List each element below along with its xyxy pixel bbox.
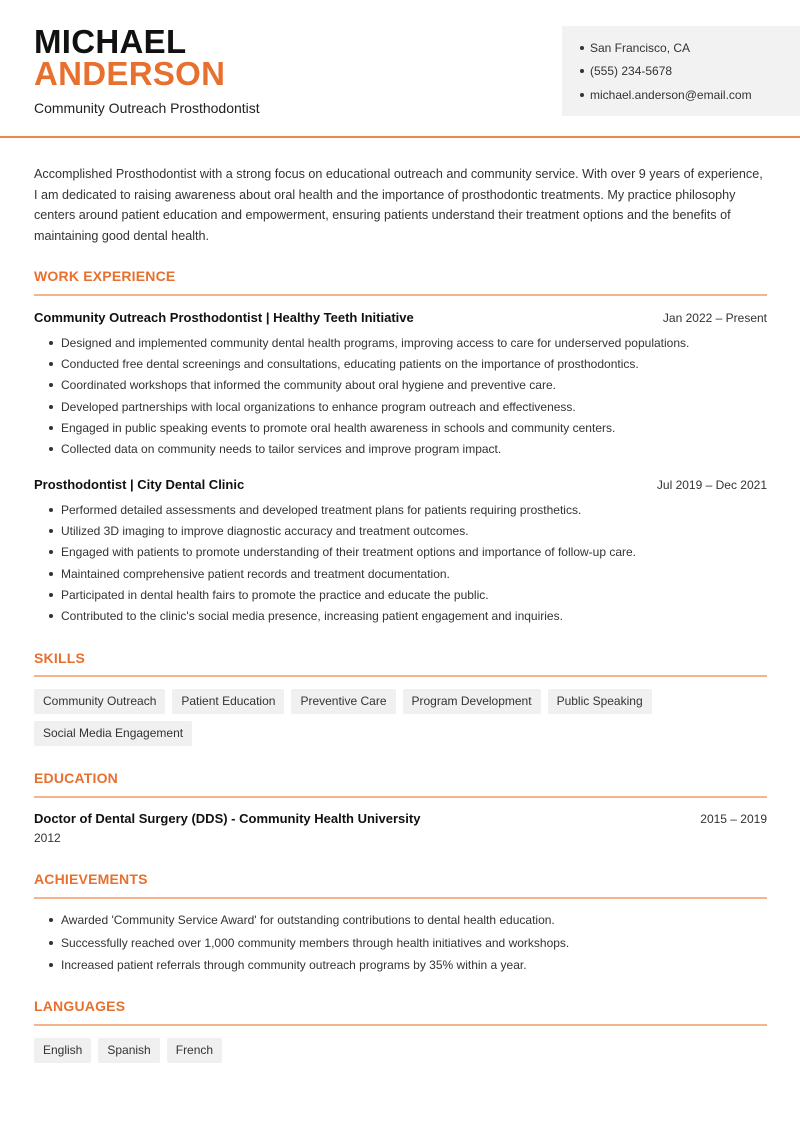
list-item bbox=[34, 332, 774, 353]
bullet-text: Increased patient referrals through community outreach programs by 35% within a year. bbox=[61, 958, 527, 973]
list-item bbox=[34, 375, 774, 396]
email-text: michael.anderson@email.com bbox=[590, 87, 752, 102]
bullet-icon bbox=[49, 550, 53, 554]
bullet-text: Successfully reached over 1,000 community members through health initiatives and workshops. bbox=[61, 935, 570, 950]
skill-chip: Public Speaking bbox=[548, 689, 652, 714]
bullet-text: Performed detailed assessments and developed treatment plans for patients requiring prosthetics. bbox=[61, 502, 582, 517]
bullet-text: Conducted free dental screenings and consultations, educating patients on the importance of prosthodontics. bbox=[61, 356, 639, 371]
bullet-icon bbox=[49, 572, 53, 576]
section-title-languages: LANGUAGES bbox=[34, 998, 126, 1014]
section-title-skills: SKILLS bbox=[34, 650, 85, 666]
list-item bbox=[34, 353, 774, 374]
bullet-text: Coordinated workshops that informed the community about oral hygiene and preventive care. bbox=[61, 378, 556, 393]
skills-list bbox=[34, 689, 774, 753]
skill-chip: Program Development bbox=[403, 689, 541, 714]
bullet-icon bbox=[49, 614, 53, 618]
achievements-list bbox=[34, 909, 774, 977]
first-name: MICHAEL bbox=[34, 23, 187, 60]
list-item bbox=[34, 563, 774, 584]
bullet-icon bbox=[580, 69, 584, 73]
resume-header bbox=[0, 0, 800, 138]
bullet-icon bbox=[49, 447, 53, 451]
list-item bbox=[34, 542, 774, 563]
education-entry bbox=[34, 811, 767, 826]
education-dates: 2015 – 2019 bbox=[700, 812, 767, 826]
list-item bbox=[34, 584, 774, 605]
job-bullets bbox=[34, 499, 774, 627]
list-item bbox=[34, 499, 774, 520]
bullet-text: Designed and implemented community dental health programs, improving access to care for underserved populations. bbox=[61, 335, 690, 350]
bullet-text: Contributed to the clinic's social media presence, increasing patient engagement and inquiries. bbox=[61, 609, 563, 624]
list-item bbox=[34, 396, 774, 417]
bullet-icon bbox=[49, 362, 53, 366]
skill-chip: Social Media Engagement bbox=[34, 721, 192, 746]
bullet-icon bbox=[49, 963, 53, 967]
list-item bbox=[34, 909, 774, 932]
bullet-text: Participated in dental health fairs to promote the practice and educate the public. bbox=[61, 587, 489, 602]
bullet-icon bbox=[49, 383, 53, 387]
job-header bbox=[34, 477, 767, 492]
job-dates: Jan 2022 – Present bbox=[662, 311, 767, 325]
language-chip: French bbox=[167, 1038, 222, 1063]
job-title: Community Outreach Prosthodontist | Healthy Teeth Initiative bbox=[34, 310, 414, 325]
language-chip: English bbox=[34, 1038, 91, 1063]
location-text: San Francisco, CA bbox=[590, 40, 691, 55]
list-item bbox=[34, 954, 774, 977]
section-divider bbox=[34, 675, 767, 677]
bullet-text: Awarded 'Community Service Award' for outstanding contributions to dental health education. bbox=[61, 913, 555, 928]
skill-chip: Preventive Care bbox=[291, 689, 395, 714]
bullet-icon bbox=[49, 941, 53, 945]
bullet-icon bbox=[49, 918, 53, 922]
bullet-icon bbox=[580, 93, 584, 97]
bullet-text: Engaged in public speaking events to promote oral health awareness in schools and community centers. bbox=[61, 420, 616, 435]
phone-text: (555) 234-5678 bbox=[590, 64, 673, 79]
bullet-icon bbox=[49, 341, 53, 345]
contact-box bbox=[562, 26, 800, 116]
skill-chip: Community Outreach bbox=[34, 689, 165, 714]
list-item bbox=[34, 605, 774, 626]
section-title-education: EDUCATION bbox=[34, 770, 118, 786]
contact-email bbox=[580, 83, 800, 107]
bullet-text: Collected data on community needs to tailor services and improve program impact. bbox=[61, 442, 502, 457]
education-year: 2012 bbox=[34, 831, 61, 845]
summary-paragraph: Accomplished Prosthodontist with a strong focus on educational outreach and community service. With over 9 years of experience, I am dedicated to raising awareness about oral health and the importance of prosthodontic treatments. My practice philosophy centers around patient education and empowerment, ensuring patients understand their treatment options and the benefits of maintaining good dental health. bbox=[34, 167, 763, 244]
bullet-icon bbox=[49, 593, 53, 597]
list-item bbox=[34, 438, 774, 459]
section-divider bbox=[34, 294, 767, 296]
bullet-icon bbox=[49, 529, 53, 533]
bullet-text: Developed partnerships with local organizations to enhance program outreach and effectiveness. bbox=[61, 399, 576, 414]
bullet-icon bbox=[49, 405, 53, 409]
bullet-text: Maintained comprehensive patient records and treatment documentation. bbox=[61, 566, 450, 581]
job-dates: Jul 2019 – Dec 2021 bbox=[656, 478, 767, 492]
contact-phone bbox=[580, 60, 800, 84]
job-title: Prosthodontist | City Dental Clinic bbox=[34, 477, 245, 492]
degree-title: Doctor of Dental Surgery (DDS) - Community Health University bbox=[34, 811, 421, 826]
bullet-icon bbox=[49, 426, 53, 430]
job-bullets bbox=[34, 332, 774, 460]
list-item bbox=[34, 520, 774, 541]
bullet-icon bbox=[580, 46, 584, 50]
section-divider bbox=[34, 796, 767, 798]
section-divider bbox=[34, 897, 767, 899]
bullet-text: Engaged with patients to promote understanding of their treatment options and importance of follow-up care. bbox=[61, 545, 637, 560]
section-divider bbox=[34, 1024, 767, 1026]
skill-chip: Patient Education bbox=[172, 689, 284, 714]
languages-list bbox=[34, 1038, 774, 1070]
job-header bbox=[34, 310, 767, 325]
list-item bbox=[34, 932, 774, 955]
contact-location bbox=[580, 36, 800, 60]
section-title-work: WORK EXPERIENCE bbox=[34, 268, 176, 284]
bullet-text: Utilized 3D imaging to improve diagnostic accuracy and treatment outcomes. bbox=[61, 523, 469, 538]
section-title-achievements: ACHIEVEMENTS bbox=[34, 871, 148, 887]
professional-title: Community Outreach Prosthodontist bbox=[34, 100, 260, 116]
list-item bbox=[34, 417, 774, 438]
last-name: ANDERSON bbox=[34, 55, 226, 92]
language-chip: Spanish bbox=[98, 1038, 159, 1063]
bullet-icon bbox=[49, 508, 53, 512]
